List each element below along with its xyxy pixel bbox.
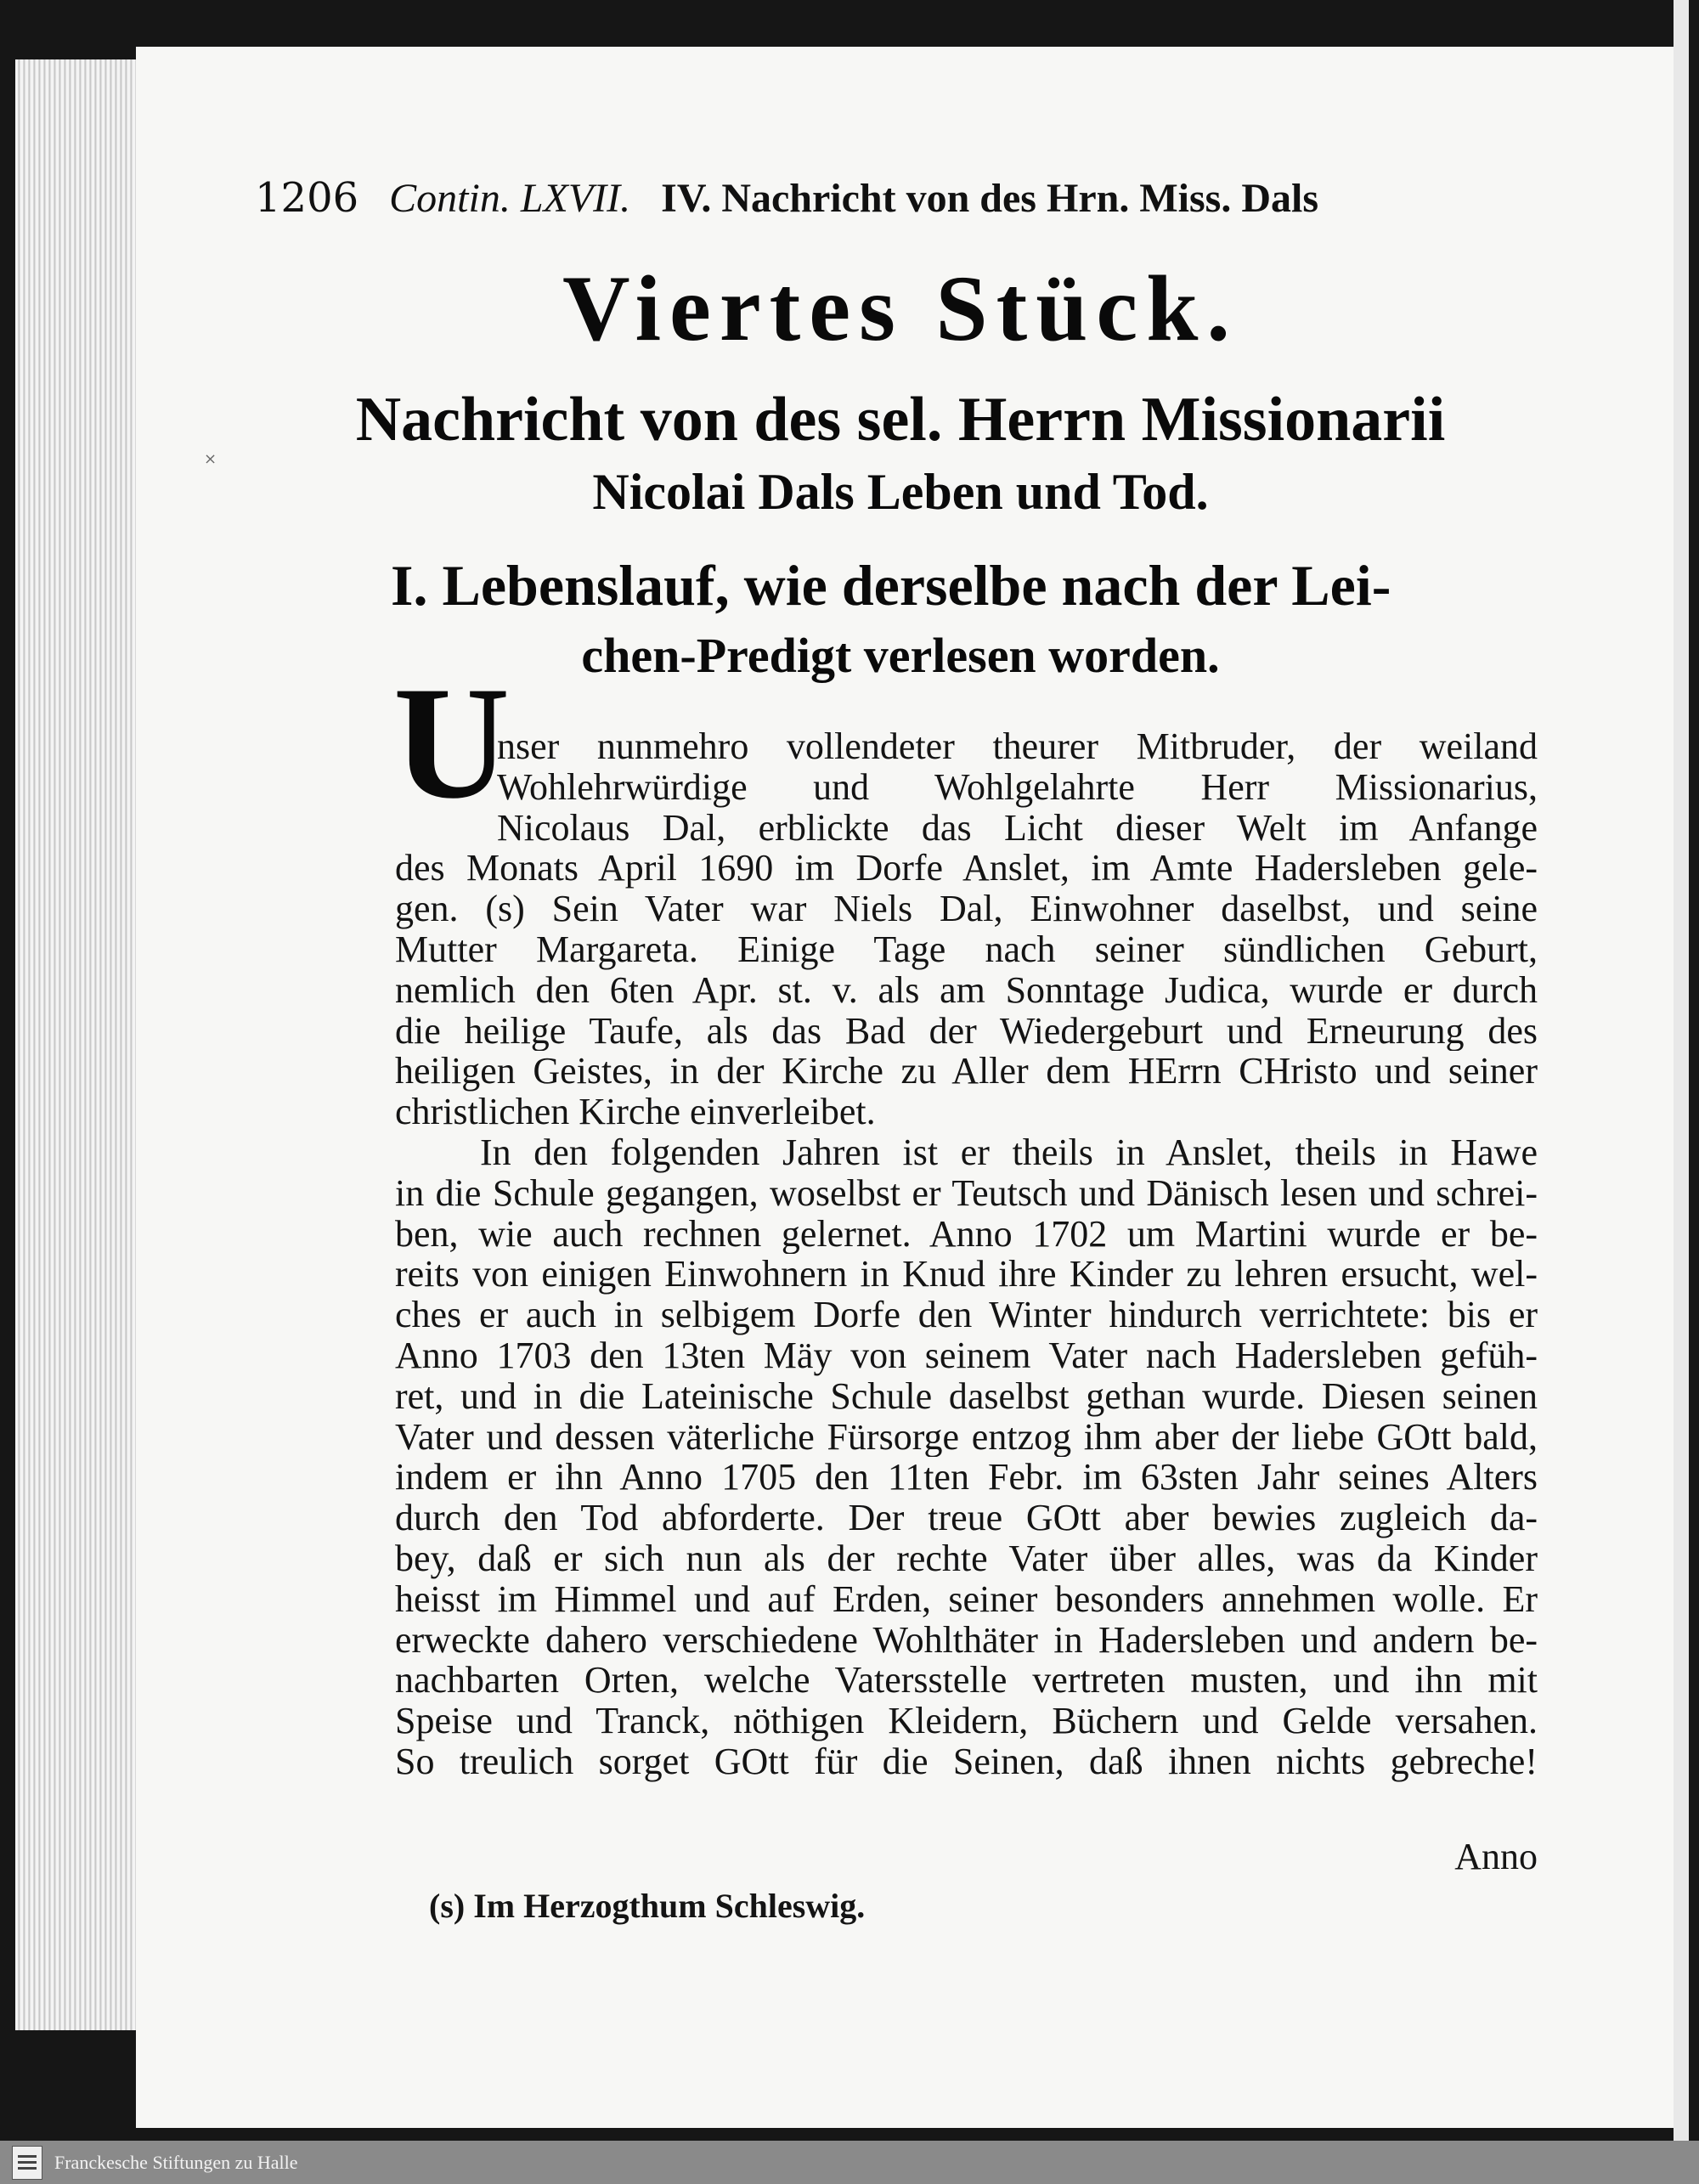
text-line: christlichen Kirche einverleibet. — [395, 1092, 876, 1132]
institution-logo-icon — [12, 2146, 42, 2180]
main-title-line-1: Nachricht von des sel. Herrn Missionarii — [355, 385, 1446, 454]
running-header — [255, 174, 1461, 222]
text-line: Mutter Margareta. Einige Tage nach seiner sündlichen Geburt, — [395, 928, 1538, 970]
footer-bar — [0, 2141, 1699, 2184]
text-line: nser nunmehro vollendeter theurer Mitbruder, der weiland — [497, 726, 1538, 767]
text-line: die heilige Taufe, als das Bad der Wiedergeburt und Erneurung des — [395, 1010, 1538, 1052]
text-line: Nicolaus Dal, erblickte das Licht dieser Welt im Anfange — [497, 807, 1538, 849]
right-page-edge — [1674, 0, 1689, 2141]
body-text — [395, 726, 1538, 1782]
text-line: heisst im Himmel und auf Erden, seiner besonders annehmen wolle. Er — [395, 1578, 1538, 1620]
margin-mark: × — [204, 450, 217, 468]
text-line: Speise und Tranck, nöthigen Kleidern, Büchern und Gelde versahen. — [395, 1701, 1538, 1741]
institution-name: Franckesche Stiftungen zu Halle — [54, 2151, 298, 2173]
text-line: ches er auch in selbigem Dorfe den Winter hindurch verrichtete: bis er — [395, 1295, 1538, 1335]
drop-cap-initial: U — [393, 654, 511, 832]
page-number: 1206 — [255, 174, 359, 222]
text-line: ret, und in die Lateinische Schule daselbst gethan wurde. Diesen seinen — [395, 1375, 1538, 1417]
footnote: (s) Im Herzogthum Schleswig. — [429, 1887, 866, 1925]
text-line: Wohlehrwürdige und Wohlgelahrte Herr Missionarius, — [497, 766, 1538, 808]
text-line: bey, daß er sich nun als der rechte Vater über alles, was da Kinder — [395, 1538, 1538, 1579]
text-line: Anno 1703 den 13ten Mäy von seinem Vater nach Hadersleben gefüh- — [395, 1335, 1538, 1376]
text-line: nemlich den 6ten Apr. st. v. als am Sonntage Judica, wurde er durch — [395, 969, 1538, 1011]
section-title-line-1: I. Lebenslauf, wie derselbe nach der Lei- — [391, 553, 1391, 618]
text-line: in die Schule gegangen, woselbst er Teutsch und Dänisch lesen und schrei- — [395, 1172, 1538, 1214]
catchword: Anno — [1454, 1836, 1538, 1877]
text-line: gen. (s) Sein Vater war Niels Dal, Einwohner daselbst, und seine — [395, 889, 1538, 929]
text-line: durch den Tod abforderte. Der treue GOtt aber bewies zugleich da- — [395, 1498, 1538, 1538]
chapter-title: Viertes Stück. — [562, 257, 1239, 360]
text-line: erweckte dahero verschiedene Wohlthäter in Hadersleben und andern be- — [395, 1619, 1538, 1661]
running-title: IV. Nachricht von des Hrn. Miss. Dals — [661, 176, 1318, 221]
text-line: So treulich sorget GOtt für die Seinen, daß ihnen nichts gebreche! — [395, 1741, 1538, 1782]
section-title-line-2: chen-Predigt verlesen worden. — [581, 628, 1220, 683]
text-line: indem er ihn Anno 1705 den 11ten Febr. im 63sten Jahr seines Alters — [395, 1457, 1538, 1498]
main-title-line-2: Nicolai Dals Leben und Tod. — [592, 464, 1209, 520]
text-line: In den folgenden Jahren ist er theils in Anslet, theils in Hawe — [480, 1132, 1538, 1173]
text-line: Vater und dessen väterliche Fürsorge entzog ihm aber der liebe GOtt bald, — [395, 1416, 1538, 1458]
text-line: heiligen Geistes, in der Kirche zu Aller dem HErrn CHristo und seiner — [395, 1051, 1538, 1092]
text-line: ben, wie auch rechnen gelernet. Anno 1702 um Martini wurde er be- — [395, 1213, 1538, 1255]
text-line: nachbarten Orten, welche Vatersstelle vertreten musten, und ihn mit — [395, 1660, 1538, 1701]
continuation-label: Contin. LXVII. — [389, 176, 631, 221]
text-line: reits von einigen Einwohnern in Knud ihre Kinder zu lehren ersucht, wel- — [395, 1254, 1538, 1295]
text-line: des Monats April 1690 im Dorfe Anslet, im Amte Hadersleben gele- — [395, 848, 1538, 889]
page-edges — [15, 59, 143, 2030]
